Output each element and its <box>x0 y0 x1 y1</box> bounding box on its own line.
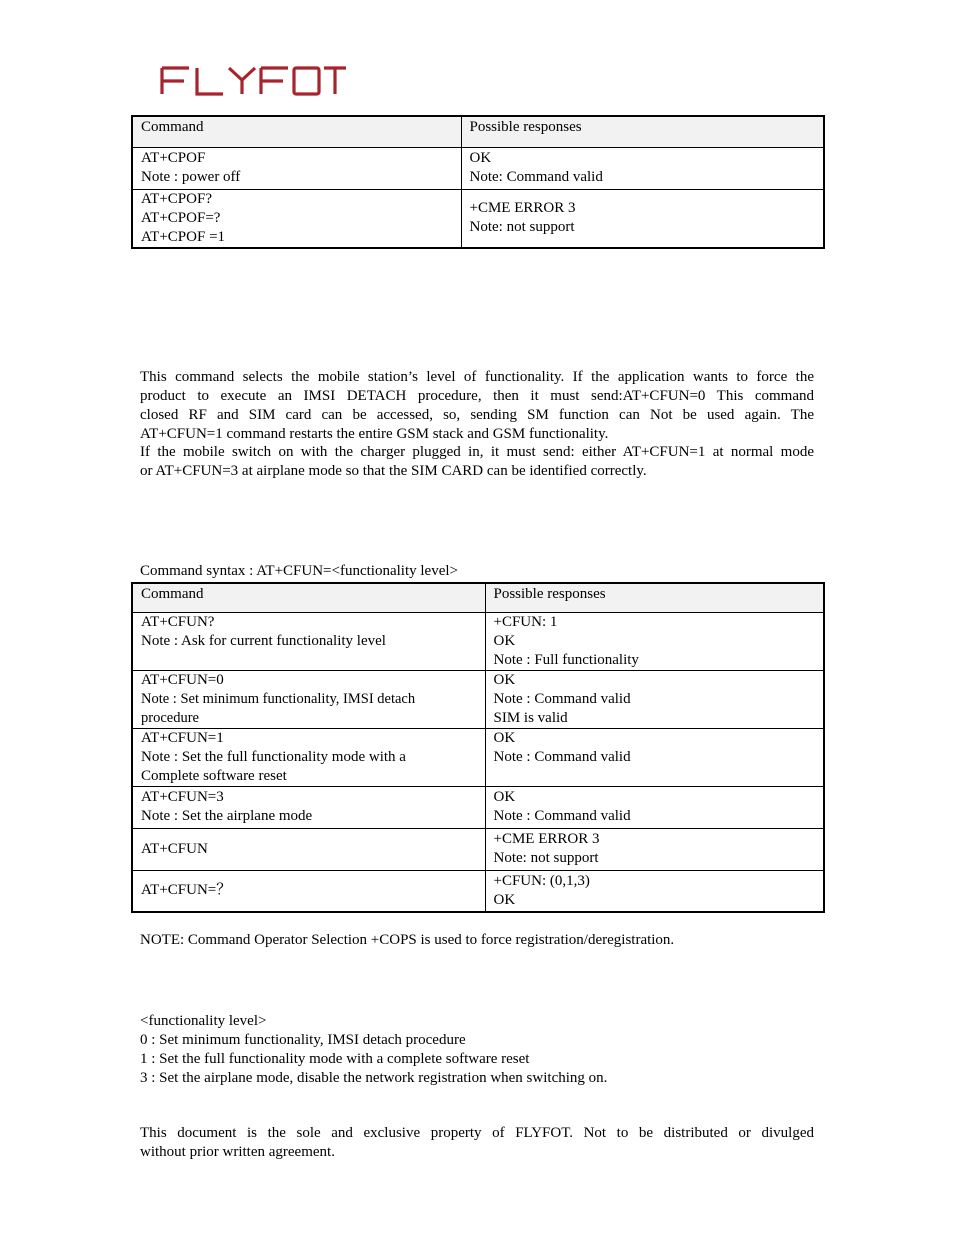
command-cell <box>132 670 485 728</box>
command-cell <box>132 828 485 870</box>
response-text: OK <box>493 789 516 805</box>
table-header-row <box>132 583 824 612</box>
response-cell <box>461 189 824 248</box>
text-line: without prior written agreement. <box>140 1144 335 1160</box>
table-row <box>132 189 824 248</box>
description-paragraph-1 <box>140 368 814 444</box>
table-row <box>132 728 824 786</box>
header-responses: Possible responses <box>461 116 824 147</box>
command-syntax: Command syntax : AT+CFUN=<functionality level> <box>140 563 458 579</box>
command-cell <box>132 786 485 828</box>
response-note: Note : Command valid <box>493 808 631 824</box>
text-line: product to execute an IMSI DETACH procedure, then it must send:AT+CFUN=0 This command <box>140 388 814 404</box>
response-cell <box>461 147 824 189</box>
response-text: +CFUN: 1 <box>493 613 558 630</box>
response-text: +CFUN: (0,1,3) <box>493 872 590 889</box>
response-text: +CME ERROR 3 <box>493 831 600 847</box>
parameter-item: 1 : Set the full functionality mode with a complete software reset <box>140 1051 530 1067</box>
response-note: Note : Command valid <box>493 690 631 707</box>
table-row <box>132 828 824 870</box>
command-note: Note : Ask for current functionality level <box>141 632 386 649</box>
response-note: Note: not support <box>469 219 575 235</box>
cops-note: NOTE: Command Operator Selection +COPS is used to force registration/deregistration. <box>140 932 675 948</box>
response-cell <box>485 612 824 670</box>
command-text: AT+CFUN=0 <box>141 671 224 688</box>
text-line: If the mobile switch on with the charger plugged in, it must send: either AT+CFUN=1 at normal mode <box>140 444 814 460</box>
command-note: Complete software reset <box>141 767 287 784</box>
command-note: Note : Set the airplane mode <box>141 808 313 824</box>
response-text: OK <box>493 729 516 746</box>
text-line: or AT+CFUN=3 at airplane mode so that the SIM CARD can be identified correctly. <box>140 463 647 479</box>
text-line: This command selects the mobile station’s level of functionality. If the application wants to force the <box>140 369 814 385</box>
command-cell <box>132 189 461 248</box>
parameter-item: 3 : Set the airplane mode, disable the network registration when switching on. <box>140 1070 608 1086</box>
text-line: AT+CFUN=1 command restarts the entire GSM stack and GSM functionality. <box>140 426 609 442</box>
footer-notice <box>140 1124 814 1162</box>
response-cell <box>485 670 824 728</box>
command-note: Note : Set minimum functionality, IMSI detach <box>141 690 416 707</box>
command-cell <box>132 870 485 912</box>
table-row <box>132 870 824 912</box>
command-text: AT+CFUN=3 <box>141 789 224 805</box>
command-note: Note : power off <box>141 169 241 185</box>
table-row <box>132 670 824 728</box>
response-cell <box>485 786 824 828</box>
response-cell <box>485 870 824 912</box>
response-cell <box>485 728 824 786</box>
response-note: Note: not support <box>493 850 599 866</box>
response-note: SIM is valid <box>493 709 568 726</box>
table-header-row <box>132 116 824 147</box>
table-row <box>132 612 824 670</box>
response-note: Note : Command valid <box>493 748 631 765</box>
response-text: OK <box>493 632 516 649</box>
response-note: Note: Command valid <box>469 169 603 185</box>
response-text: OK <box>493 891 516 908</box>
command-cell <box>132 728 485 786</box>
parameter-title: <functionality level> <box>140 1013 267 1029</box>
flyfot-logo <box>160 66 348 101</box>
logo-wordmark <box>160 66 348 96</box>
response-text: +CME ERROR 3 <box>469 200 576 216</box>
command-cell <box>132 612 485 670</box>
response-note: Note : Full functionality <box>493 651 639 668</box>
command-text: AT+CFUN=？ <box>141 882 232 899</box>
cpof-command-table <box>131 115 825 249</box>
cfun-command-table <box>131 582 825 913</box>
header-command: Command <box>132 583 485 612</box>
table-row <box>132 786 824 828</box>
command-cell <box>132 147 461 189</box>
text-line: closed RF and SIM card can be accessed, so, sending SM function can Not be used again. The <box>140 407 814 423</box>
command-text: AT+CFUN? <box>141 613 215 630</box>
command-text: AT+CPOF? <box>141 190 212 207</box>
command-text: AT+CFUN <box>141 840 208 857</box>
command-text: AT+CPOF=? <box>141 209 221 226</box>
command-text: AT+CFUN=1 <box>141 729 224 746</box>
header-responses: Possible responses <box>485 583 824 612</box>
header-command: Command <box>132 116 461 147</box>
command-note: Note : Set the full functionality mode with a <box>141 748 406 765</box>
text-line: This document is the sole and exclusive property of FLYFOT. Not to be distributed or divulged <box>140 1125 814 1141</box>
response-cell <box>485 828 824 870</box>
command-text: AT+CPOF =1 <box>141 228 226 245</box>
description-paragraph-2 <box>140 443 814 481</box>
response-text: OK <box>493 671 516 688</box>
command-note: procedure <box>141 709 199 726</box>
command-text: AT+CPOF <box>141 150 206 166</box>
response-text: OK <box>469 150 492 166</box>
parameter-item: 0 : Set minimum functionality, IMSI detach procedure <box>140 1032 466 1048</box>
table-row <box>132 147 824 189</box>
